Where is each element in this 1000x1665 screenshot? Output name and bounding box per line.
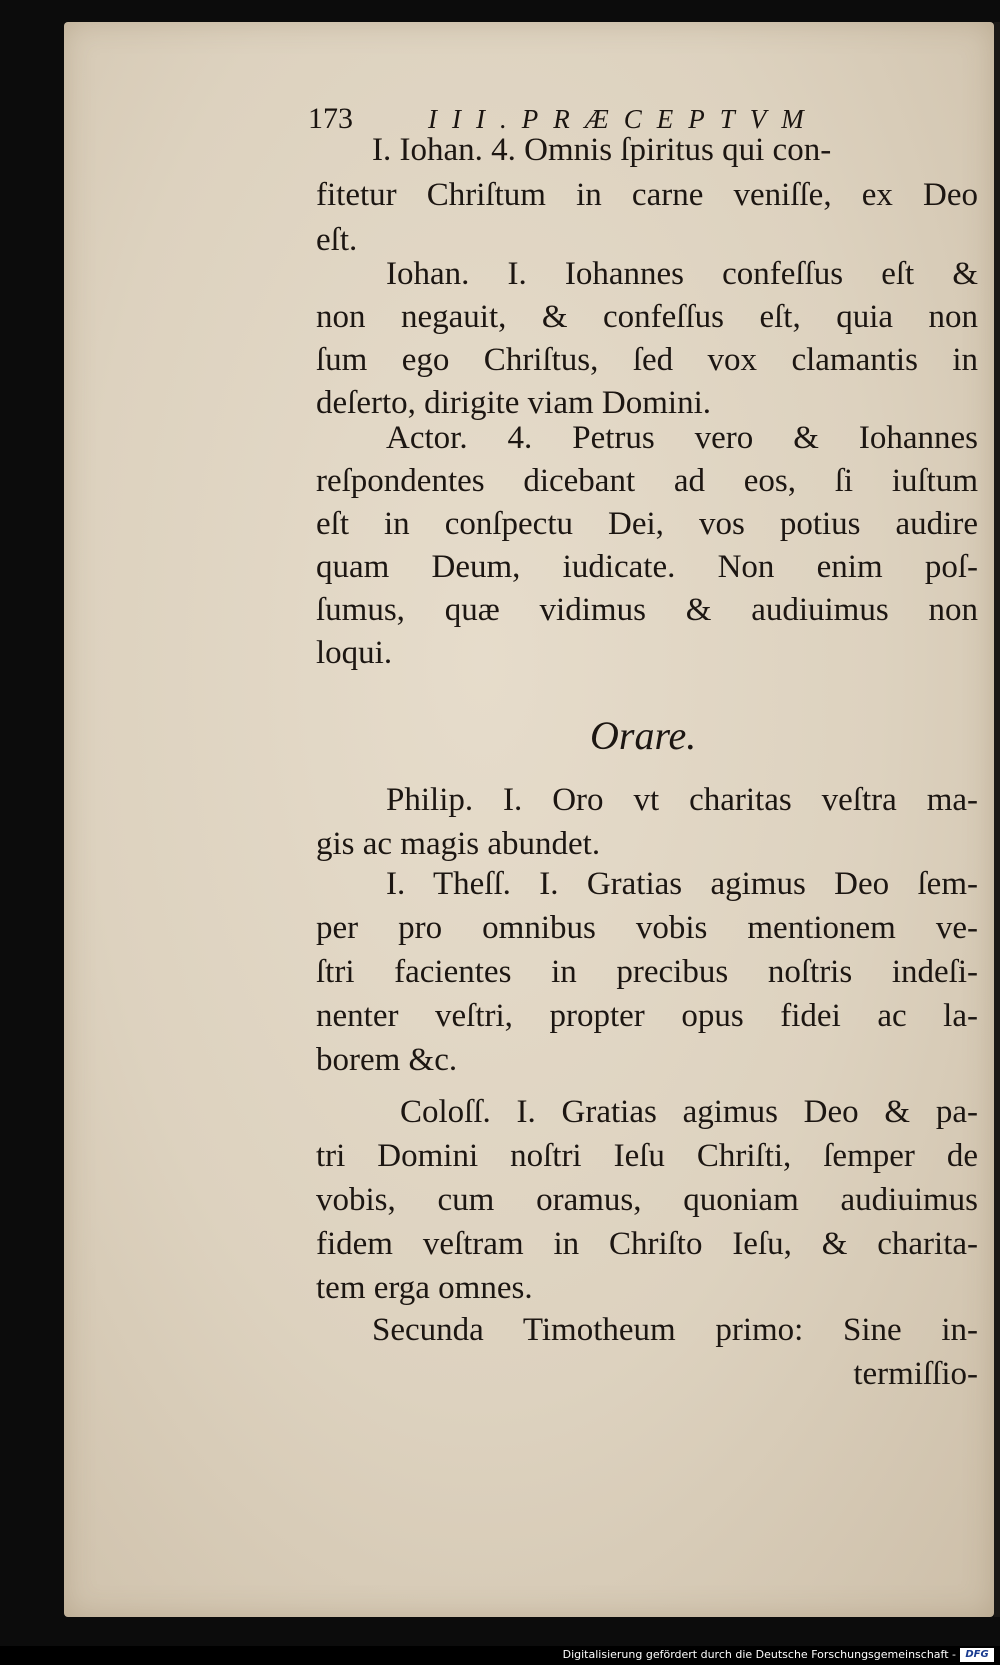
page-number: 173 <box>308 102 353 135</box>
text-line: vobis, cum oramus, quoniam audiuimus <box>316 1182 978 1218</box>
running-title: III.PRÆCEPTVM <box>428 104 819 134</box>
text-line: fidem veſtram in Chriſto Ieſu, & charita- <box>316 1226 978 1262</box>
catchword: termiſſio- <box>853 1356 978 1392</box>
text-line: reſpondentes dicebant ad eos, ſi iuſtum <box>316 463 978 499</box>
text-line: ſum ego Chriſtus, ſed vox clamantis in <box>316 342 978 378</box>
text-line: ſtri facientes in precibus noſtris indeſi- <box>316 954 978 990</box>
text-line: Actor. 4. Petrus vero & Iohannes <box>386 420 978 456</box>
dfg-logo: DFG <box>960 1648 994 1662</box>
paragraph-coloss-1 <box>316 1090 978 1320</box>
text-line: Iohan. I. Iohannes confeſſus eſt & <box>386 256 978 292</box>
text-line: per pro omnibus vobis mentionem ve- <box>316 910 978 946</box>
text-line: fitetur Chriſtum in carne veniſſe, ex Deo <box>316 177 978 213</box>
paragraph-actor-4 <box>316 416 978 676</box>
text-line: eſt in conſpectu Dei, vos potius audire <box>316 506 978 542</box>
text-line: eſt. <box>316 222 358 258</box>
text-line: borem &c. <box>316 1042 458 1078</box>
text-line: non negauit, & confeſſus eſt, quia non <box>316 299 978 335</box>
text-line: nenter veſtri, propter opus fidei ac la- <box>316 998 978 1034</box>
text-line: Secunda Timotheum primo: Sine in- <box>372 1312 978 1348</box>
section-heading: Orare. <box>590 713 697 758</box>
text-line: tri Domini noſtri Ieſu Chriſti, ſemper de <box>316 1138 978 1174</box>
text-line: quam Deum, iudicate. Non enim poſ- <box>316 549 978 585</box>
text-line: I. Iohan. 4. Omnis ſpiritus qui con- <box>372 132 832 168</box>
footer-credit: Digitalisierung gefördert durch die Deutsche Forschungsgemeinschaft - <box>562 1648 956 1661</box>
text-line: Philip. I. Oro vt charitas veſtra ma- <box>386 782 978 818</box>
text-line: tem erga omnes. <box>316 1270 533 1306</box>
paragraph-timotheum <box>316 1308 978 1398</box>
text-line: I. Theſſ. I. Gratias agimus Deo ſem- <box>386 866 978 902</box>
paragraph-iohan-4 <box>316 128 978 268</box>
paragraph-thess-1 <box>316 862 978 1092</box>
text-line: gis ac magis abundet. <box>316 826 601 862</box>
paragraph-iohan-1 <box>316 252 978 432</box>
text-line: ſumus, quæ vidimus & audiuimus non <box>316 592 978 628</box>
text-line: deſerto, dirigite viam Domini. <box>316 385 712 421</box>
book-binding-edge <box>994 22 1000 1617</box>
text-line: Coloſſ. I. Gratias agimus Deo & pa- <box>400 1094 978 1130</box>
text-line: loqui. <box>316 635 393 671</box>
paragraph-philip-1 <box>316 778 978 868</box>
